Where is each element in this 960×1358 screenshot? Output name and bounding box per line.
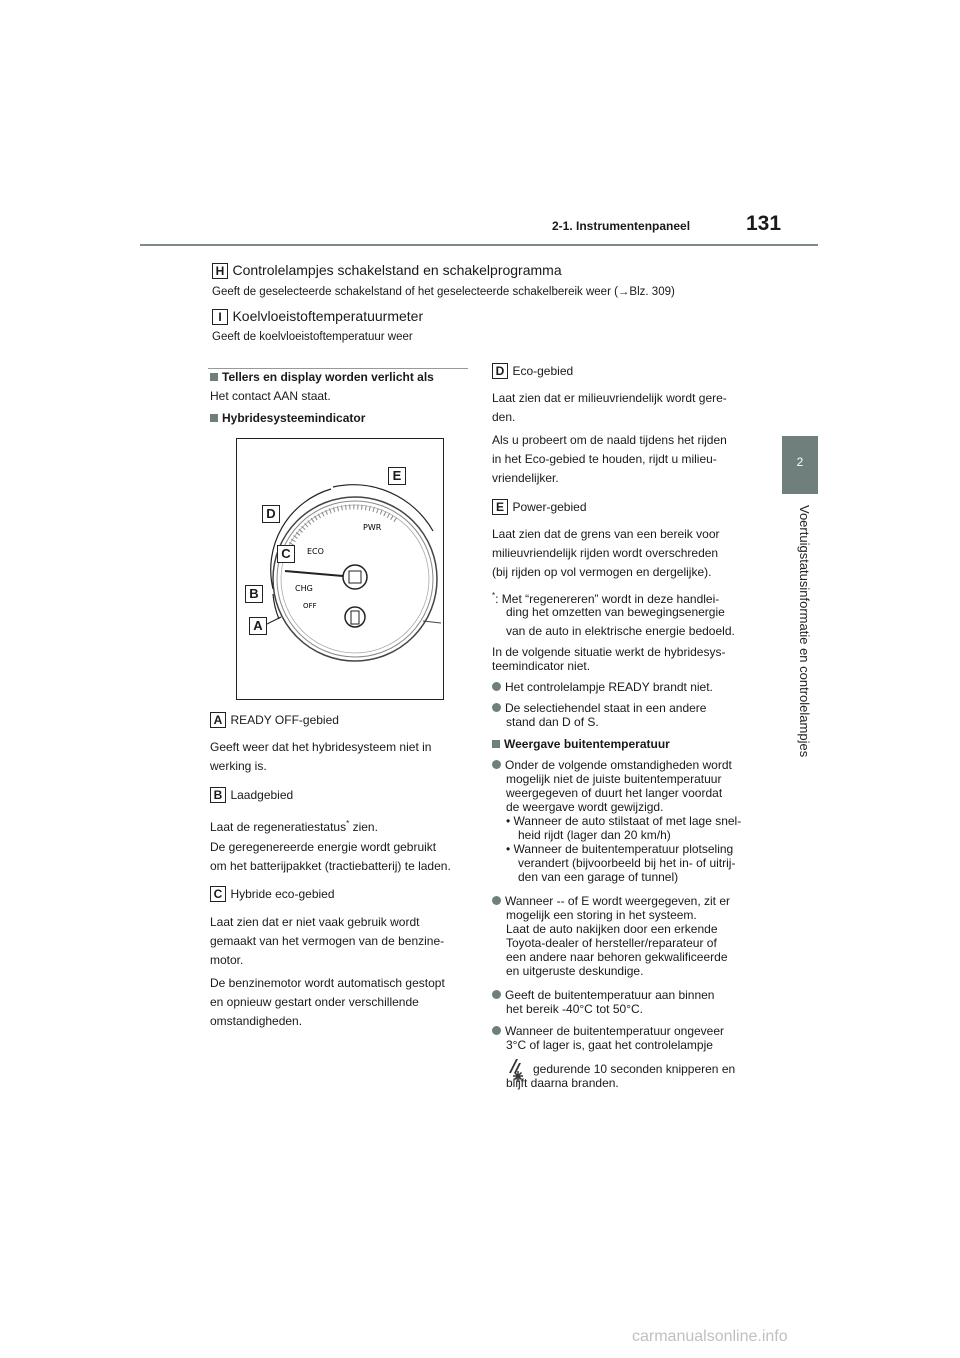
- callout-d: D: [262, 505, 280, 523]
- o4-line-1: Wanneer de buitentemperatuur ongeveer: [492, 1025, 724, 1039]
- b-label: B: [210, 787, 226, 803]
- bullet-icon: [492, 760, 501, 769]
- o3-line-2: het bereik -40°C tot 50°C.: [506, 1002, 643, 1016]
- d-text-4: in het Eco-gebied te houden, rijdt u milieu-: [492, 452, 717, 466]
- bullet-icon: [492, 1026, 501, 1035]
- bullet-ready: Het controlelampje READY brandt niet.: [492, 681, 713, 695]
- lights-text: Het contact AAN staat.: [210, 389, 331, 403]
- o3-line-1: Geeft de buitentemperatuur aan binnen: [492, 989, 714, 1003]
- c-text-4: De benzinemotor wordt automatisch gestopt: [210, 976, 445, 990]
- c-text-2: gemaakt van het vermogen van de benzine-: [210, 934, 445, 948]
- section-title: 2-1. Instrumentenpaneel: [552, 219, 691, 233]
- hybrid-heading: Hybridesysteemindicator: [210, 409, 365, 428]
- o4-line-3: gedurende 10 seconden knipperen en: [533, 1062, 736, 1076]
- lights-heading: Tellers en display worden verlicht als: [210, 368, 434, 387]
- c-item: [210, 885, 335, 904]
- o2-line-3: Laat de auto nakijken door een erkende: [506, 922, 718, 936]
- i-label: I: [212, 309, 228, 325]
- o1-line-2: mogelijk niet de juiste buitentemperatuur: [506, 772, 722, 786]
- a-text-1: Geeft weer dat het hybridesysteem niet in: [210, 740, 432, 754]
- sub-2-line-1: • Wanneer de buitentemperatuur plotseling: [506, 842, 734, 856]
- d-text-2: den.: [492, 410, 516, 424]
- callout-c: C: [277, 545, 295, 563]
- b-text-2: De geregenereerde energie wordt gebruikt: [210, 840, 437, 854]
- sub-2-line-2: verandert (bijvoorbeeld bij het in- of uitrij-: [518, 856, 736, 870]
- o1-line-1: Onder de volgende omstandigheden wordt: [492, 759, 732, 773]
- page-number: 131: [746, 212, 782, 235]
- callout-b: B: [245, 585, 263, 603]
- situation-text-2: teemindicator niet.: [492, 659, 591, 673]
- d-text-5: vriendelijker.: [492, 471, 559, 485]
- chapter-tab-number: 2: [796, 455, 804, 469]
- h-desc: Geeft de geselecteerde schakelstand of het geselecteerde schakelbereik weer (→Blz. 309): [212, 286, 675, 298]
- c-title: Hybride eco-gebied: [230, 887, 335, 901]
- i-title: Koelvloeistoftemperatuurmeter: [232, 308, 424, 324]
- o4-line-2: 3°C of lager is, gaat het controlelampje: [506, 1038, 713, 1052]
- o2-line-1: Wanneer -- of E wordt weergegeven, zit er: [492, 895, 730, 909]
- footnote-2: ding het omzetten van bewegingsenergie: [506, 605, 725, 619]
- header-rule: [140, 244, 818, 246]
- bullet-lever-2: stand dan D of S.: [506, 715, 599, 729]
- callout-a: A: [249, 617, 267, 635]
- footnote-1: *: Met “regenereren” wordt in deze handlei-: [492, 591, 720, 606]
- a-text-2: werking is.: [210, 759, 267, 773]
- d-item: [492, 362, 573, 381]
- b-item: [210, 786, 293, 805]
- b-text-1: Laat de regeneratiestatus* zien.: [210, 819, 378, 834]
- watermark: carmanualsonline.info: [632, 1328, 788, 1345]
- b-text-3: om het batterijpakket (tractiebatterij) te laden.: [210, 859, 451, 873]
- chapter-side-title: Voertuigstatusinformatie en controlelampjes: [797, 505, 812, 758]
- bullet-icon: [492, 990, 501, 999]
- c-text-6: omstandigheden.: [210, 1014, 303, 1028]
- o4-line-4: blijft daarna branden.: [506, 1076, 619, 1090]
- c-label: C: [210, 886, 226, 902]
- bullet-icon: [492, 703, 501, 712]
- gauge-label-eco: ECO: [307, 547, 324, 556]
- square-bullet-icon: [210, 414, 218, 422]
- o2-line-4: Toyota-dealer of hersteller/reparateur of: [506, 936, 717, 950]
- c-text-5: en opnieuw gestart onder verschillende: [210, 995, 419, 1009]
- o1-line-4: de weergave wordt gewijzigd.: [506, 800, 664, 814]
- e-text-3: (bij rijden op vol vermogen en dergelijke).: [492, 565, 712, 579]
- o2-line-5: een andere naar behoren gekwalificeerde: [506, 950, 728, 964]
- e-text-1: Laat zien dat de grens van een bereik voor: [492, 527, 720, 541]
- h-title: Controlelampjes schakelstand en schakelprogramma: [232, 262, 562, 278]
- h-item: [212, 262, 562, 280]
- e-title: Power-gebied: [512, 500, 587, 514]
- o2-line-6: en uitgeruste deskundige.: [506, 964, 644, 978]
- sub-1-line-2: heid rijdt (lager dan 20 km/h): [518, 828, 671, 842]
- c-text-3: motor.: [210, 953, 244, 967]
- o1-line-3: weergegeven of duurt het langer voordat: [506, 786, 723, 800]
- outside-temp-heading: Weergave buitentemperatuur: [492, 738, 670, 752]
- gauge-svg: [237, 439, 443, 699]
- callout-e: E: [388, 467, 406, 485]
- d-text-1: Laat zien dat er milieuvriendelijk wordt gere-: [492, 391, 727, 405]
- gauge-label-chg: CHG: [295, 584, 313, 593]
- h-label: H: [212, 263, 228, 279]
- gauge-label-off: OFF: [303, 602, 317, 610]
- situation-text-1: In de volgende situatie werkt de hybridesys-: [492, 645, 726, 659]
- i-item: [212, 308, 423, 326]
- d-title: Eco-gebied: [512, 364, 574, 378]
- square-bullet-icon: [492, 740, 500, 748]
- square-bullet-icon: [210, 373, 218, 381]
- footnote-3: van de auto in elektrische energie bedoeld.: [506, 624, 735, 638]
- bullet-lever: De selectiehendel staat in een andere: [492, 702, 706, 716]
- d-label: D: [492, 363, 508, 379]
- hybrid-indicator-illustration: [236, 438, 444, 700]
- e-item: [492, 498, 587, 517]
- bullet-icon: [492, 896, 501, 905]
- gauge-label-pwr: PWR: [363, 523, 382, 532]
- b-title: Laadgebied: [230, 788, 294, 802]
- sub-1-line-1: • Wanneer de auto stilstaat of met lage snel-: [506, 814, 742, 828]
- a-title: READY OFF-gebied: [230, 713, 339, 727]
- e-label: E: [492, 499, 508, 515]
- d-text-3: Als u probeert om de naald tijdens het rijden: [492, 433, 727, 447]
- bullet-icon: [492, 682, 501, 691]
- e-text-2: milieuvriendelijk rijden wordt overschreden: [492, 546, 719, 560]
- o2-line-2: mogelijk een storing in het systeem.: [506, 908, 697, 922]
- i-desc: Geeft de koelvloeistoftemperatuur weer: [212, 331, 413, 343]
- a-label: A: [210, 712, 226, 728]
- sub-2-line-3: den van een garage of tunnel): [518, 870, 679, 884]
- a-item: [210, 711, 339, 730]
- c-text-1: Laat zien dat er niet vaak gebruik wordt: [210, 915, 420, 929]
